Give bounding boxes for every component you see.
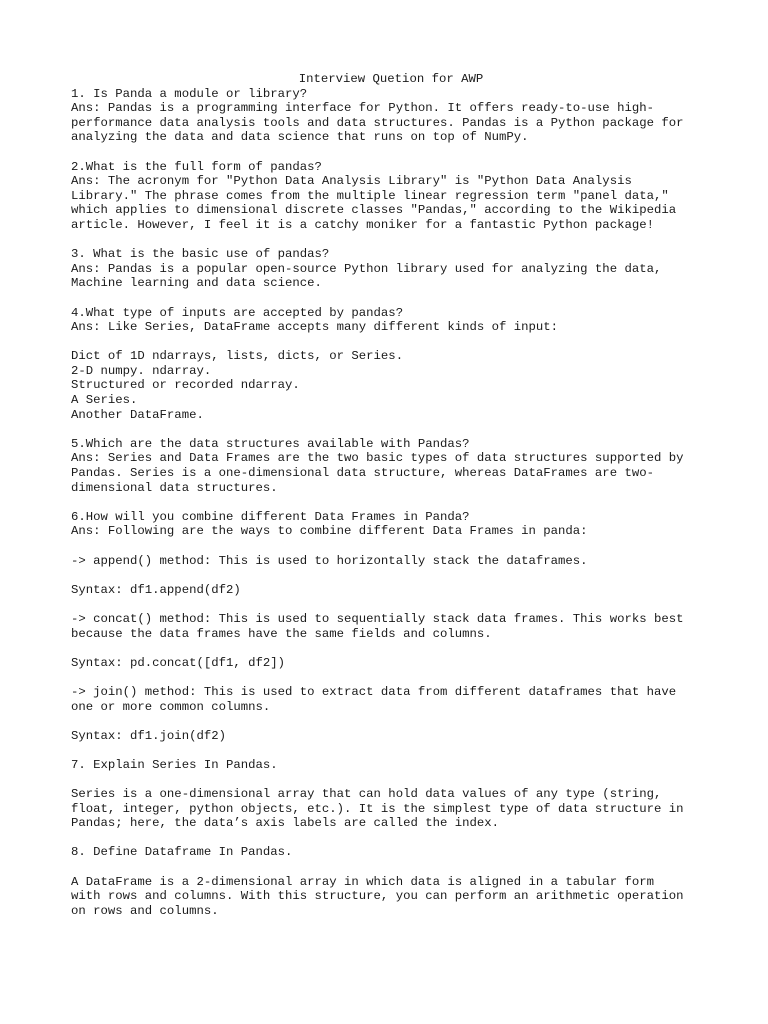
text-line: [71, 422, 711, 437]
text-line: Structured or recorded ndarray.: [71, 378, 300, 393]
text-line: A Series.: [71, 393, 138, 408]
text-line: 1. Is Panda a module or library?: [71, 86, 308, 101]
text-line: Machine learning and data science.: [71, 276, 322, 291]
text-line: Ans: The acronym for "Python Data Analysis Library" is "Python Data Analysis: [71, 174, 632, 189]
text-line: 8. Define Dataframe In Pandas.: [71, 845, 293, 860]
text-line: 3. What is the basic use of pandas?: [71, 247, 330, 262]
text-line: [71, 291, 711, 306]
text-line: 7. Explain Series In Pandas.: [71, 757, 278, 772]
text-line: Another DataFrame.: [71, 407, 204, 422]
text-line: Library." The phrase comes from the multiple linear regression term "panel data,": [71, 188, 669, 203]
text-line: [71, 831, 711, 846]
text-line: [71, 641, 711, 656]
text-line: [71, 714, 711, 729]
text-line: Syntax: df1.append(df2): [71, 582, 241, 597]
document-body: [71, 87, 711, 919]
text-line: 5.Which are the data structures available with Pandas?: [71, 436, 470, 451]
text-line: [71, 539, 711, 554]
text-line: A DataFrame is a 2-dimensional array in which data is aligned in a tabular form: [71, 874, 654, 889]
text-line: Pandas; here, the data’s axis labels are called the index.: [71, 816, 500, 831]
text-line: performance data analysis tools and data structures. Pandas is a Python package for: [71, 115, 684, 130]
text-line: [71, 233, 711, 248]
text-line: Ans: Series and Data Frames are the two basic types of data structures supported by: [71, 451, 684, 466]
text-line: Pandas. Series is a one-dimensional data structure, whereas DataFrames are two-: [71, 466, 654, 481]
text-line: [71, 335, 711, 350]
text-line: 4.What type of inputs are accepted by pandas?: [71, 305, 404, 320]
text-line: -> concat() method: This is used to sequentially stack data frames. This works best: [71, 611, 684, 626]
text-line: Series is a one-dimensional array that can hold data values of any type (string,: [71, 787, 662, 802]
text-line: Syntax: df1.join(df2): [71, 728, 226, 743]
text-line: [71, 597, 711, 612]
text-line: -> append() method: This is used to horizontally stack the dataframes.: [71, 553, 588, 568]
text-line: dimensional data structures.: [71, 480, 278, 495]
text-line: float, integer, python objects, etc.). It is the simplest type of data structure in: [71, 801, 684, 816]
text-line: analyzing the data and data science that runs on top of NumPy.: [71, 130, 529, 145]
text-line: Ans: Pandas is a programming interface for Python. It offers ready-to-use high-: [71, 101, 654, 116]
text-line: Dict of 1D ndarrays, lists, dicts, or Series.: [71, 349, 404, 364]
document-page: [71, 72, 711, 918]
text-line: 6.How will you combine different Data Frames in Panda?: [71, 509, 470, 524]
text-line: because the data frames have the same fields and columns.: [71, 626, 492, 641]
text-line: Ans: Following are the ways to combine different Data Frames in panda:: [71, 524, 588, 539]
text-line: [71, 743, 711, 758]
text-line: [71, 568, 711, 583]
text-line: [71, 145, 711, 160]
text-line: 2-D numpy. ndarray.: [71, 363, 212, 378]
text-line: Ans: Like Series, DataFrame accepts many different kinds of input:: [71, 320, 559, 335]
text-line: -> join() method: This is used to extract data from different dataframes that have: [71, 684, 677, 699]
text-line: Ans: Pandas is a popular open-source Python library used for analyzing the data,: [71, 261, 662, 276]
text-line: which applies to dimensional discrete classes "Pandas," according to the Wikipedia: [71, 203, 677, 218]
text-line: Syntax: pd.concat([df1, df2]): [71, 655, 286, 670]
document-title: Interview Quetion for AWP: [298, 72, 484, 86]
text-line: on rows and columns.: [71, 903, 219, 918]
text-line: with rows and columns. With this structure, you can perform an arithmetic operation: [71, 889, 684, 904]
text-line: 2.What is the full form of pandas?: [71, 159, 322, 174]
text-line: [71, 773, 711, 788]
text-line: [71, 495, 711, 510]
text-line: [71, 860, 711, 875]
text-line: article. However, I feel it is a catchy moniker for a fantastic Python package!: [71, 217, 654, 232]
text-line: [71, 670, 711, 685]
text-line: one or more common columns.: [71, 699, 271, 714]
